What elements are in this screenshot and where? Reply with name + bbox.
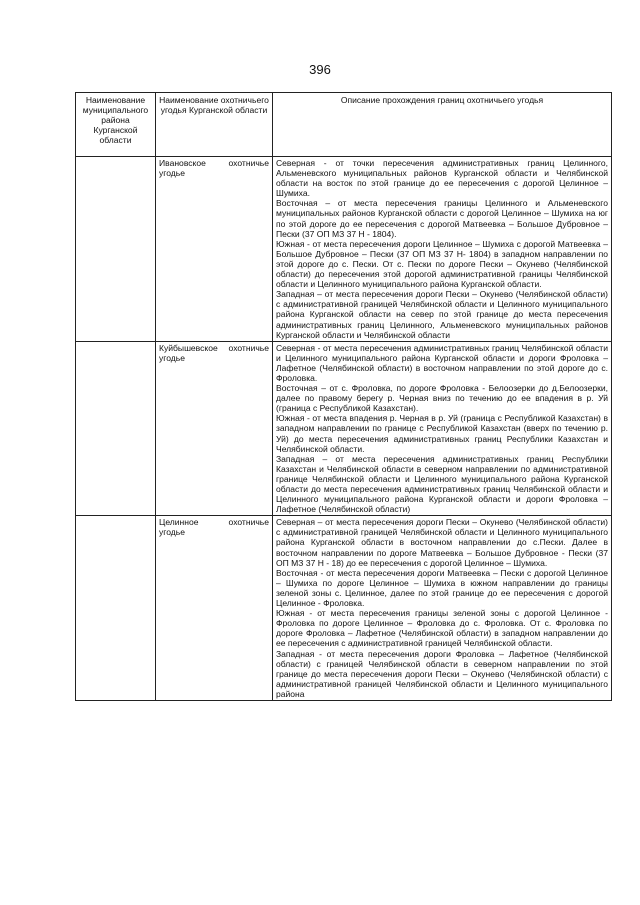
boundary-paragraph: Западная – от места пересечения административных границ Республики Казахстан и Челябинской области в северном направлении по административной границе Челябинской области и Целинного муниципального района Курганской области до места пересечения административных границ Челябинской области и Целинного муниципального района Курганской области и дороги Фроловка – Лафетное (Челябинской области) xyxy=(276,453,608,515)
table-row xyxy=(76,516,612,701)
table-body xyxy=(76,157,612,701)
boundary-paragraph: Южная - от места пересечения дороги Целинное – Шумиха с дорогой Матвеевка – Большое Дубровное – Пески (37 ОП МЗ 37 Н- 1804) в западном направлении по этой дороге до с. Пески. От с. Пески по дороге Пески – Окунево (Челябинской области) до пересечения этой дорогой административной границы Челябинской области и Целинного муниципального района Курганской области. xyxy=(276,238,608,290)
boundary-paragraph: Западная – от места пересечения дороги Пески – Окунево (Челябинской области) с административной границей Челябинской области и Целинного муниципального района Курганской области на север по этой границе до места пересечения административных границ Целинного, Альменевского муниципальных районов Курганской области и Челябинской области xyxy=(276,289,608,340)
boundary-paragraph: Южная - от места пересечения границы зеленой зоны с дорогой Целинное - Фроловка по дороге Целинное – Фроловка до с. Фроловка. От с. Фроловка по дороге Фроловка – Лафетное (Челябинской области) в западном направлении до ее пересечения с административной границей Челябинской области. xyxy=(276,608,608,649)
table-row xyxy=(76,341,612,516)
district-cell xyxy=(76,516,156,701)
table-header-row xyxy=(76,93,612,157)
boundary-paragraph: Северная - от места пересечения административных границ Челябинской области и Целинного муниципального района Курганской области и дороги Фроловка – Лафетное (Челябинской области) в восточном направлении по этой дороге до с. Фроловка. xyxy=(276,342,608,383)
boundary-paragraph: Восточная – от места пересечения границы Целинного и Альменевского муниципальных районов Курганской области с дорогой Целинное – Шумиха на юг по этой дороге до ее пересечения с дорогой Матвеевка – Большое Дубровное – Пески (37 ОП МЗ 37 Н - 1804). xyxy=(276,198,608,239)
hunting-ground-name: Куйбышевское охотничье угодье xyxy=(156,341,273,516)
boundary-paragraph: Восточная - от места пересечения дороги Матвеевка – Пески с дорогой Целинное – Шумиха по дороге Целинное – Шумиха в южном направлении до границы зеленой зоны с. Целинное, далее по этой границе до ее пересечения с дорогой Целинное - Фроловка. xyxy=(276,567,608,609)
table-row xyxy=(76,157,612,342)
boundary-paragraph: Западная - от места пересечения дороги Фроловка – Лафетное (Челябинской области) с границей Челябинской области в северном направлении по этой границе до места пересечения дороги Пески – Окунево (Челябинской области) с административной границей Челябинской области и Целинного муниципального района xyxy=(276,648,608,699)
boundary-description xyxy=(273,341,612,516)
boundary-paragraph: Северная - от точки пересечения административных границ Целинного, Альменевского муниципальных районов Курганской области и Челябинской области на восток по этой границе до ее пересечения с дорогой Целинное – Шумиха. xyxy=(276,158,608,199)
header-description: Описание прохождения границ охотничьего угодья xyxy=(273,93,612,157)
boundary-paragraph: Южная - от места впадения р. Черная в р. Уй (граница с Республикой Казахстан) в западном направлении по границе с Республикой Казахстан (вверх по течению р. Уй) до места пересечения административных границ Республики Казахстан и Челябинской области. xyxy=(276,413,608,454)
district-cell xyxy=(76,341,156,516)
header-district: Наименование муниципального района Курганской области xyxy=(76,93,156,157)
boundary-paragraph: Восточная – от с. Фроловка, по дороге Фроловка - Белоозерки до д.Белоозерки, далее по правому берегу р. Черная вниз по течению до ее впадения в р. Уй (граница с Республикой Казахстан). xyxy=(276,383,608,414)
hunting-ground-name: Ивановское охотничье угодье xyxy=(156,157,273,342)
hunting-grounds-table xyxy=(75,92,612,701)
district-cell xyxy=(76,157,156,342)
page-number: 396 xyxy=(309,62,331,77)
boundary-paragraph: Северная – от места пересечения дороги Пески – Окунево (Челябинской области) с административной границей Челябинской области и Целинного муниципального района Курганской области в восточном направлении до с.Пески. Далее в восточном направлении по дороге Матвеевка – Большое Дубровное - Пески (37 ОП МЗ 37 Н - 18) до ее пересечения с дорогой Целинное – Шумиха. xyxy=(276,517,608,568)
hunting-ground-name: Целинное охотничье угодье xyxy=(156,516,273,701)
header-hunting-ground: Наименование охотничьего угодья Курганской области xyxy=(156,93,273,157)
boundary-description xyxy=(273,157,612,342)
boundary-description xyxy=(273,516,612,701)
